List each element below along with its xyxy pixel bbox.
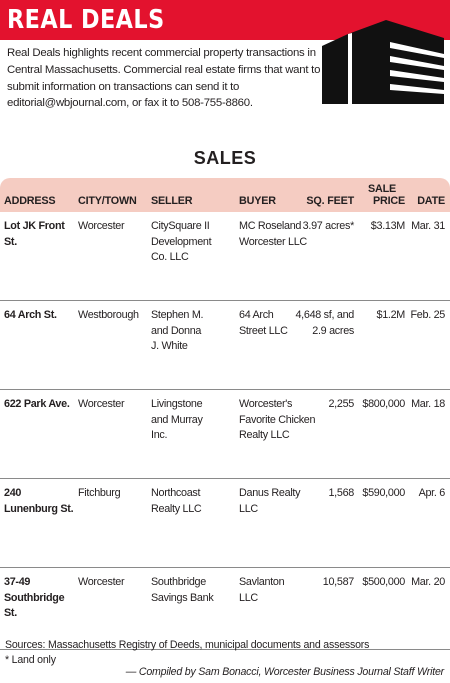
cell-line: $1.2M [376,309,405,321]
cell-line: St. [4,607,17,619]
cell-address [4,575,76,622]
cell-price [345,486,405,502]
cell-line: $800,000 [362,398,405,410]
cell-line: 10,587 [322,576,354,588]
table-row [0,301,450,390]
cell-line: $590,000 [362,487,405,499]
cell-line: 37-49 [4,576,31,588]
cell-line: Co. LLC [151,251,189,263]
cell-line: Lot JK Front St. [4,220,65,248]
table-row [0,390,450,479]
cell-line: CitySquare II [151,220,210,232]
cell-line: and Donna [151,324,202,337]
cell-line: Feb. 25 [410,309,445,321]
table-body [0,212,450,650]
cell-city [78,308,148,324]
cell-city [78,219,148,235]
cell-city [78,575,148,591]
cell-line: Inc. [151,429,168,441]
cell-date [399,575,445,591]
cell-line: Lunenburg St. [4,502,74,515]
cell-line: Realty LLC [239,429,290,441]
cell-line: 3.97 acres* [302,220,354,232]
cell-sqft [274,486,354,502]
cell-line: Mar. 18 [411,398,445,410]
cell-seller [151,397,235,444]
cell-address [4,397,76,413]
cell-sqft [274,575,354,591]
footer-notes [5,638,369,668]
cell-line: Northcoast [151,487,201,499]
cell-line: Fitchburg [78,487,121,499]
cell-date [399,308,445,324]
table-row [0,212,450,301]
cell-line: 4,648 sf, and [295,309,354,321]
header-address: ADDRESS [4,195,56,207]
cell-line: Mar. 31 [411,220,445,232]
cell-price [345,575,405,591]
cell-line: 240 [4,487,22,499]
cell-line: Worcester [78,398,125,410]
cell-line: Worcester [78,220,125,232]
cell-line: Danus Realty [239,487,301,499]
cell-line: LLC [239,502,258,515]
cell-line: Savlanton [239,576,285,588]
cell-line: $500,000 [362,576,405,588]
cell-line: Westborough [78,309,139,321]
cell-line: Savings Bank [151,591,214,604]
cell-line: LLC [239,591,258,604]
cell-line: 2,255 [328,398,354,410]
cell-price [345,308,405,324]
cell-date [399,486,445,502]
header-city: CITY/TOWN [78,195,137,207]
cell-line: 622 Park Ave. [4,398,70,410]
cell-line: Stephen M. [151,309,204,321]
cell-sqft [274,308,354,339]
cell-line: $3.13M [370,220,405,232]
header-buyer: BUYER [239,195,276,207]
cell-line: Worcester [78,576,125,588]
sources-text: Sources: Massachusetts Registry of Deeds, municipal documents and assessors [5,639,370,651]
cell-line: 2.9 acres [312,324,354,337]
credit-line: — Compiled by Sam Bonacci, Worcester Business Journal Staff Writer [125,666,444,678]
cell-line: Southbridge [4,591,65,604]
cell-line: Favorite Chicken [239,413,316,426]
header-date: DATE [417,195,445,207]
header-seller: SELLER [151,195,193,207]
cell-seller [151,575,235,606]
header-price-line2: PRICE [373,195,405,207]
cell-line: Development [151,235,212,248]
cell-line: J. White [151,340,188,352]
cell-address [4,219,76,250]
building-icon [322,20,444,104]
cell-line: Mar. 20 [411,576,445,588]
cell-sqft [274,397,354,413]
cell-seller [151,486,235,517]
table-header [0,178,450,212]
cell-line: and Murray [151,413,203,426]
cell-line: Southbridge [151,576,206,588]
cell-price [345,397,405,413]
cell-line: 64 Arch [239,309,274,321]
cell-city [78,397,148,413]
cell-line: Realty LLC [151,502,202,515]
table-row [0,479,450,568]
cell-line: 1,568 [328,487,354,499]
header-price [345,183,405,207]
cell-seller [151,219,235,266]
cell-line: 64 Arch St. [4,309,57,321]
cell-line: Apr. 6 [418,487,445,499]
land-note: * Land only [5,654,56,666]
cell-address [4,486,76,517]
cell-line: Worcester's [239,398,293,410]
cell-seller [151,308,235,355]
cell-line: Livingstone [151,398,203,410]
header-price-line1: SALE [368,183,396,195]
header-sqft: SQ. FEET [306,195,354,207]
banner-title: REAL DEALS [7,5,165,35]
cell-sqft [274,219,354,235]
cell-line: Worcester LLC [239,235,307,248]
intro-text: Real Deals highlights recent commercial property transactions in Central Massachusetts. Commercial real estate firms that want to submit information on transactions can send it to editorial@wbjournal.com, or fax it to 508-755-8860. [7,47,321,110]
cell-line: MC Roseland [239,220,302,232]
sales-table [0,178,450,650]
cell-date [399,219,445,235]
cell-price [345,219,405,235]
cell-line: Street LLC [239,324,288,337]
cell-date [399,397,445,413]
cell-address [4,308,76,324]
cell-city [78,486,148,502]
section-title: SALES [193,148,257,168]
